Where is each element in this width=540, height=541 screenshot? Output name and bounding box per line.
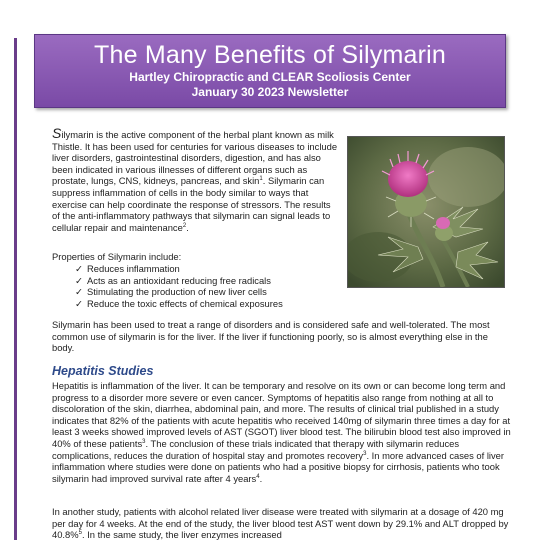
list-item: ✓ Acts as an antioxidant reducing free radicals: [75, 274, 271, 286]
liver-use-paragraph: Silymarin has been used to treat a range of disorders and is considered safe and well-tolerated. The most common use of silymarin is for the liver. If the liver if functioning poorly, so is almost everything else in the body.: [52, 319, 490, 354]
properties-label: Properties of Silymarin include:: [52, 251, 182, 262]
list-item: ✓ Reduces inflammation: [75, 263, 180, 274]
check-icon: ✓: [75, 297, 83, 309]
properties-list: [75, 263, 375, 309]
newsletter-date: January 30 2023 Newsletter: [191, 85, 349, 99]
check-icon: ✓: [75, 286, 83, 298]
intro-paragraph: Silymarin is the active component of the herbal plant known as milk Thistle. It has been used for centuries for various diseases to include liver disorders, gastrointestinal disorders, digestion, and has also been indicated in various illnesses of different organs such as prostate, lungs, CNS, kidneys, pancreas, and skin$^1$. Silymarin can suppress inflammation of cells in the body similar to ways that exercise can help coordinate the response of stressors. The results of the anti-inflammatory pathways that silymarin can signal leads to cellular repair and maintenance$^2$.: [52, 125, 338, 233]
newsletter-title: The Many Benefits of Silymarin: [94, 41, 446, 69]
hepatitis-heading: Hepatitis Studies: [52, 364, 154, 378]
check-icon: ✓: [75, 274, 83, 286]
hepatitis-paragraph: Hepatitis is inflammation of the liver. It can be temporary and resolve on its own or can become long term and progress to a disorder more severe or even cancer. Symptoms of hepatitis also range from nothing at all to discoloration of the skin, diarrhea, abdominal pain, and more. The results of clinical trial published in a study indicates that 82% of the patients with acute hepatitis who received 140mg of silymarin three times a day for at least 3 weeks showed improved levels of AST (SGOT) liver blood test. The bilirubin blood test also improved in 40% of these patients$^3$. The conclusion of these trials indicated that therapy with silymarin reduces complications, reduces the duration of hospital stay and promotes recovery$^3$. In more advanced cases of liver inflammation where studies were done on patients who had a positive biopsy for cirrhosis, patients who took silymarin had improved survival rate after 4 years$^4$.: [52, 380, 511, 484]
check-icon: ✓: [75, 263, 83, 274]
list-item: ✓ Stimulating the production of new liver cells: [75, 286, 267, 298]
alcohol-study-paragraph: In another study, patients with alcohol related liver disease were treated with silymarin at a dosage of 420 mg per day for 4 weeks. At the end of the study, the liver blood test AST went down by 29.1% and ALT dropped by 40.8%$^5$. In the same study, the liver enzymes increased: [52, 506, 509, 541]
newsletter-banner: [34, 34, 506, 108]
list-item: ✓ Reduce the toxic effects of chemical exposures: [75, 297, 283, 309]
newsletter-subtitle: Hartley Chiropractic and CLEAR Scoliosis Center: [129, 70, 411, 84]
drop-cap: S: [52, 125, 62, 141]
left-margin-rule: [14, 38, 17, 540]
